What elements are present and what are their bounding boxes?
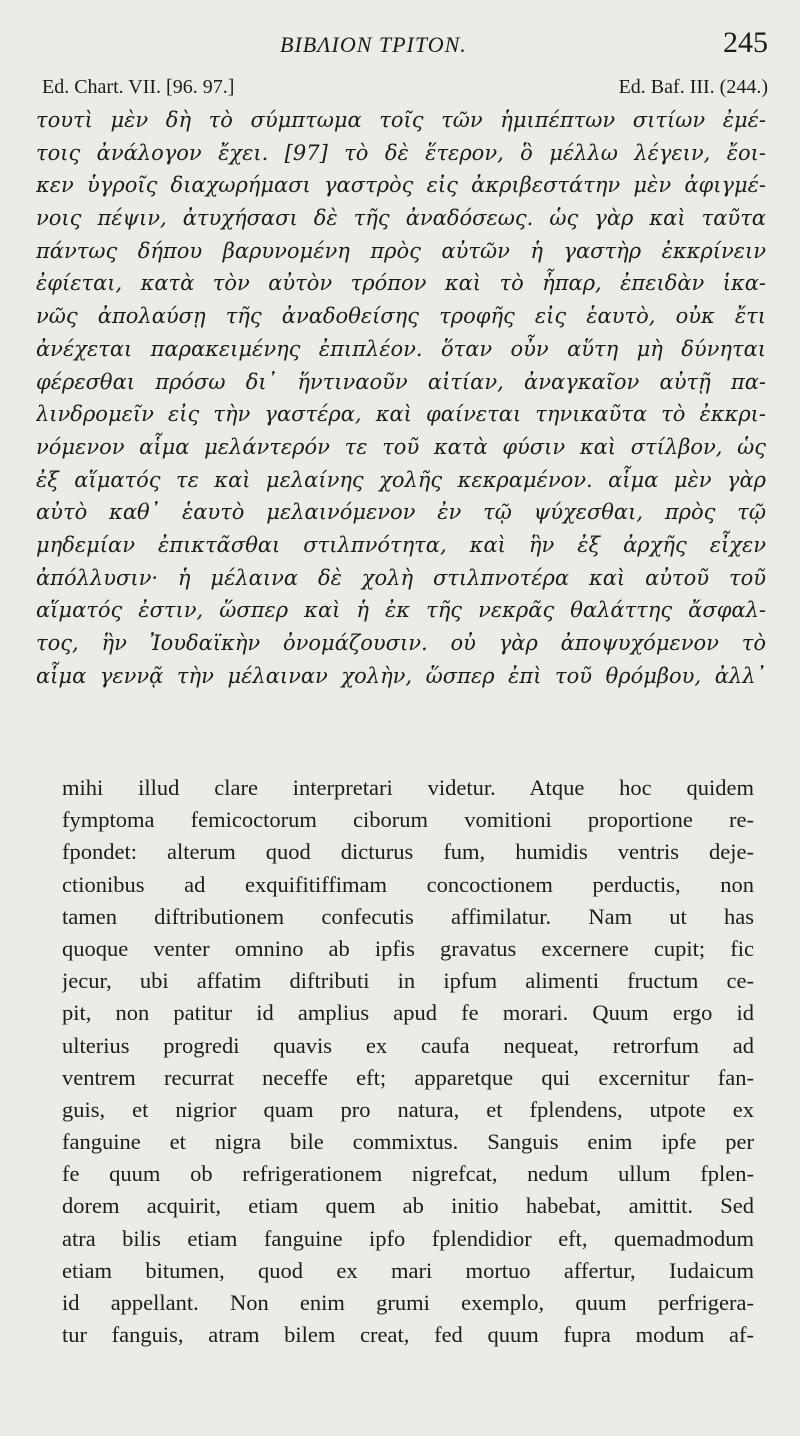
greek-text-block xyxy=(36,104,766,692)
latin-line: pit, non patitur id amplius apud fe morari. Quum ergo id xyxy=(62,1000,754,1026)
running-head xyxy=(0,26,800,66)
greek-line: νόμενον αἷμα μελάντερόν τε τοῦ κατὰ φύσιν καὶ στίλβον, ὡς xyxy=(36,434,766,459)
greek-line: λινδρομεῖν εἰς τὴν γαστέρα, καὶ φαίνεται τηνικαῦτα τὸ ἐκκρι- xyxy=(36,402,766,427)
greek-line: πάντως δήπου βαρυνομένη πρὸς αὐτῶν ἡ γαστὴρ ἐκκρίνειν xyxy=(36,238,766,263)
latin-line: ctionibus ad exquifitiffimam concoctionem perductis, non xyxy=(62,871,754,897)
latin-line: fpondet: alterum quod dicturus fum, humidis ventris deje- xyxy=(62,839,754,865)
latin-line: etiam bitumen, quod ex mari mortuo affertur, Iudaicum xyxy=(62,1257,754,1283)
greek-line: τουτὶ μὲν δὴ τὸ σύμπτωμα τοῖς τῶν ἡμιπέπτων σιτίων ἐμέ- xyxy=(36,108,766,132)
greek-line: νῶς ἀπολαύσῃ τῆς ἀναδοθείσης τροφῆς εἰς ἑαυτὸ, οὐκ ἔτι xyxy=(36,304,766,329)
greek-line: κεν ὑγροῖς διαχωρήμασι γαστρὸς εἰς ἀκριβεστάτην μὲν ἀφιγμέ- xyxy=(36,173,766,198)
greek-line: αἵματός ἐστιν, ὥσπερ καὶ ἡ ἐκ τῆς νεκρᾶς θαλάττης ἄσφαλ- xyxy=(36,598,766,623)
edition-reference-line xyxy=(42,76,768,106)
latin-line: dorem acquirit, etiam quem ab initio habebat, amittit. Sed xyxy=(62,1193,754,1219)
greek-line: ἐξ αἵματός τε καὶ μελαίνης χολῆς κεκραμένον. αἷμα μὲν γὰρ xyxy=(36,467,766,492)
latin-line: ulterius progredi quavis ex caufa nequeat, retrorfum ad xyxy=(62,1032,754,1058)
greek-line: αἷμα γεννᾷ τὴν μέλαιναν χολὴν, ὥσπερ ἐπὶ τοῦ θρόμβου, ἀλλ᾽ xyxy=(36,663,766,688)
latin-text-block xyxy=(62,772,754,1351)
edition-reference-basel: Ed. Baf. III. (244.) xyxy=(618,76,768,98)
latin-line: tur fanguis, atram bilem creat, fed quum fupra modum af- xyxy=(62,1322,754,1348)
greek-line: τοις ἀνάλογον ἔχει. [97] τὸ δὲ ἕτερον, ὃ μέλλω λέγειν, ἔοι- xyxy=(36,140,766,165)
greek-line: φέρεσθαι πρόσω δι᾽ ἥντιναοῦν αἰτίαν, ἀναγκαῖον αὐτῇ πα- xyxy=(36,369,766,394)
latin-line: atra bilis etiam fanguine ipfo fplendidior eft, quemadmodum xyxy=(62,1225,754,1251)
latin-line: ventrem recurrat neceffe eft; apparetque qui excernitur fan- xyxy=(62,1064,754,1090)
latin-line: fymptoma femicoctorum ciborum vomitioni proportione re- xyxy=(62,807,754,833)
latin-line: id appellant. Non enim grumi exemplo, quum perfrigera- xyxy=(62,1290,754,1315)
greek-line: αὐτὸ καθ᾽ ἑαυτὸ μελαινόμενον ἐν τῷ ψύχεσθαι, πρὸς τῷ xyxy=(36,500,766,525)
latin-line: fanguine et nigra bile commixtus. Sanguis enim ipfe per xyxy=(62,1129,754,1155)
edition-reference-chartier: Ed. Chart. VII. [96. 97.] xyxy=(42,76,235,98)
greek-line: ἀνέχεται παρακειμένης ἐπιπλέον. ὅταν οὖν αὕτη μὴ δύνηται xyxy=(36,336,766,361)
latin-line: fe quum ob refrigerationem nigrefcat, nedum ullum fplen- xyxy=(62,1161,754,1187)
greek-line: τος, ἣν Ἰουδαϊκὴν ὀνομάζουσιν. οὐ γὰρ ἀποψυχόμενον τὸ xyxy=(36,631,766,655)
latin-line: quoque venter omnino ab ipfis gravatus excernere cupit; fic xyxy=(62,935,754,961)
latin-line: tamen diftributionem confecutis affimilatur. Nam ut has xyxy=(62,903,754,929)
latin-line: jecur, ubi affatim diftributi in ipfum alimenti fructum ce- xyxy=(62,968,754,994)
latin-line: mihi illud clare interpretari videtur. Atque hoc quidem xyxy=(62,775,754,800)
page-number: 245 xyxy=(723,26,768,59)
greek-line: ἀπόλλυσιν· ἡ μέλαινα δὲ χολὴ στιλπνοτέρα καὶ αὐτοῦ τοῦ xyxy=(36,565,766,590)
greek-line: νοις πέψιν, ἀτυχήσασι δὲ τῆς ἀναδόσεως. ὡς γὰρ καὶ ταῦτα xyxy=(36,206,766,231)
latin-line: guis, et nigrior quam pro natura, et fplendens, utpote ex xyxy=(62,1096,754,1122)
greek-line: μηδεμίαν ἐπικτᾶσθαι στιλπνότητα, καὶ ἣν ἐξ ἀρχῆς εἶχεν xyxy=(36,532,766,557)
running-title: ΒΙΒΛΙΟΝ ΤΡΙΤΟΝ. xyxy=(280,32,467,57)
greek-line: ἐφίεται, κατὰ τὸν αὐτὸν τρόπον καὶ τὸ ἧπαρ, ἐπειδὰν ἱκα- xyxy=(36,271,766,296)
